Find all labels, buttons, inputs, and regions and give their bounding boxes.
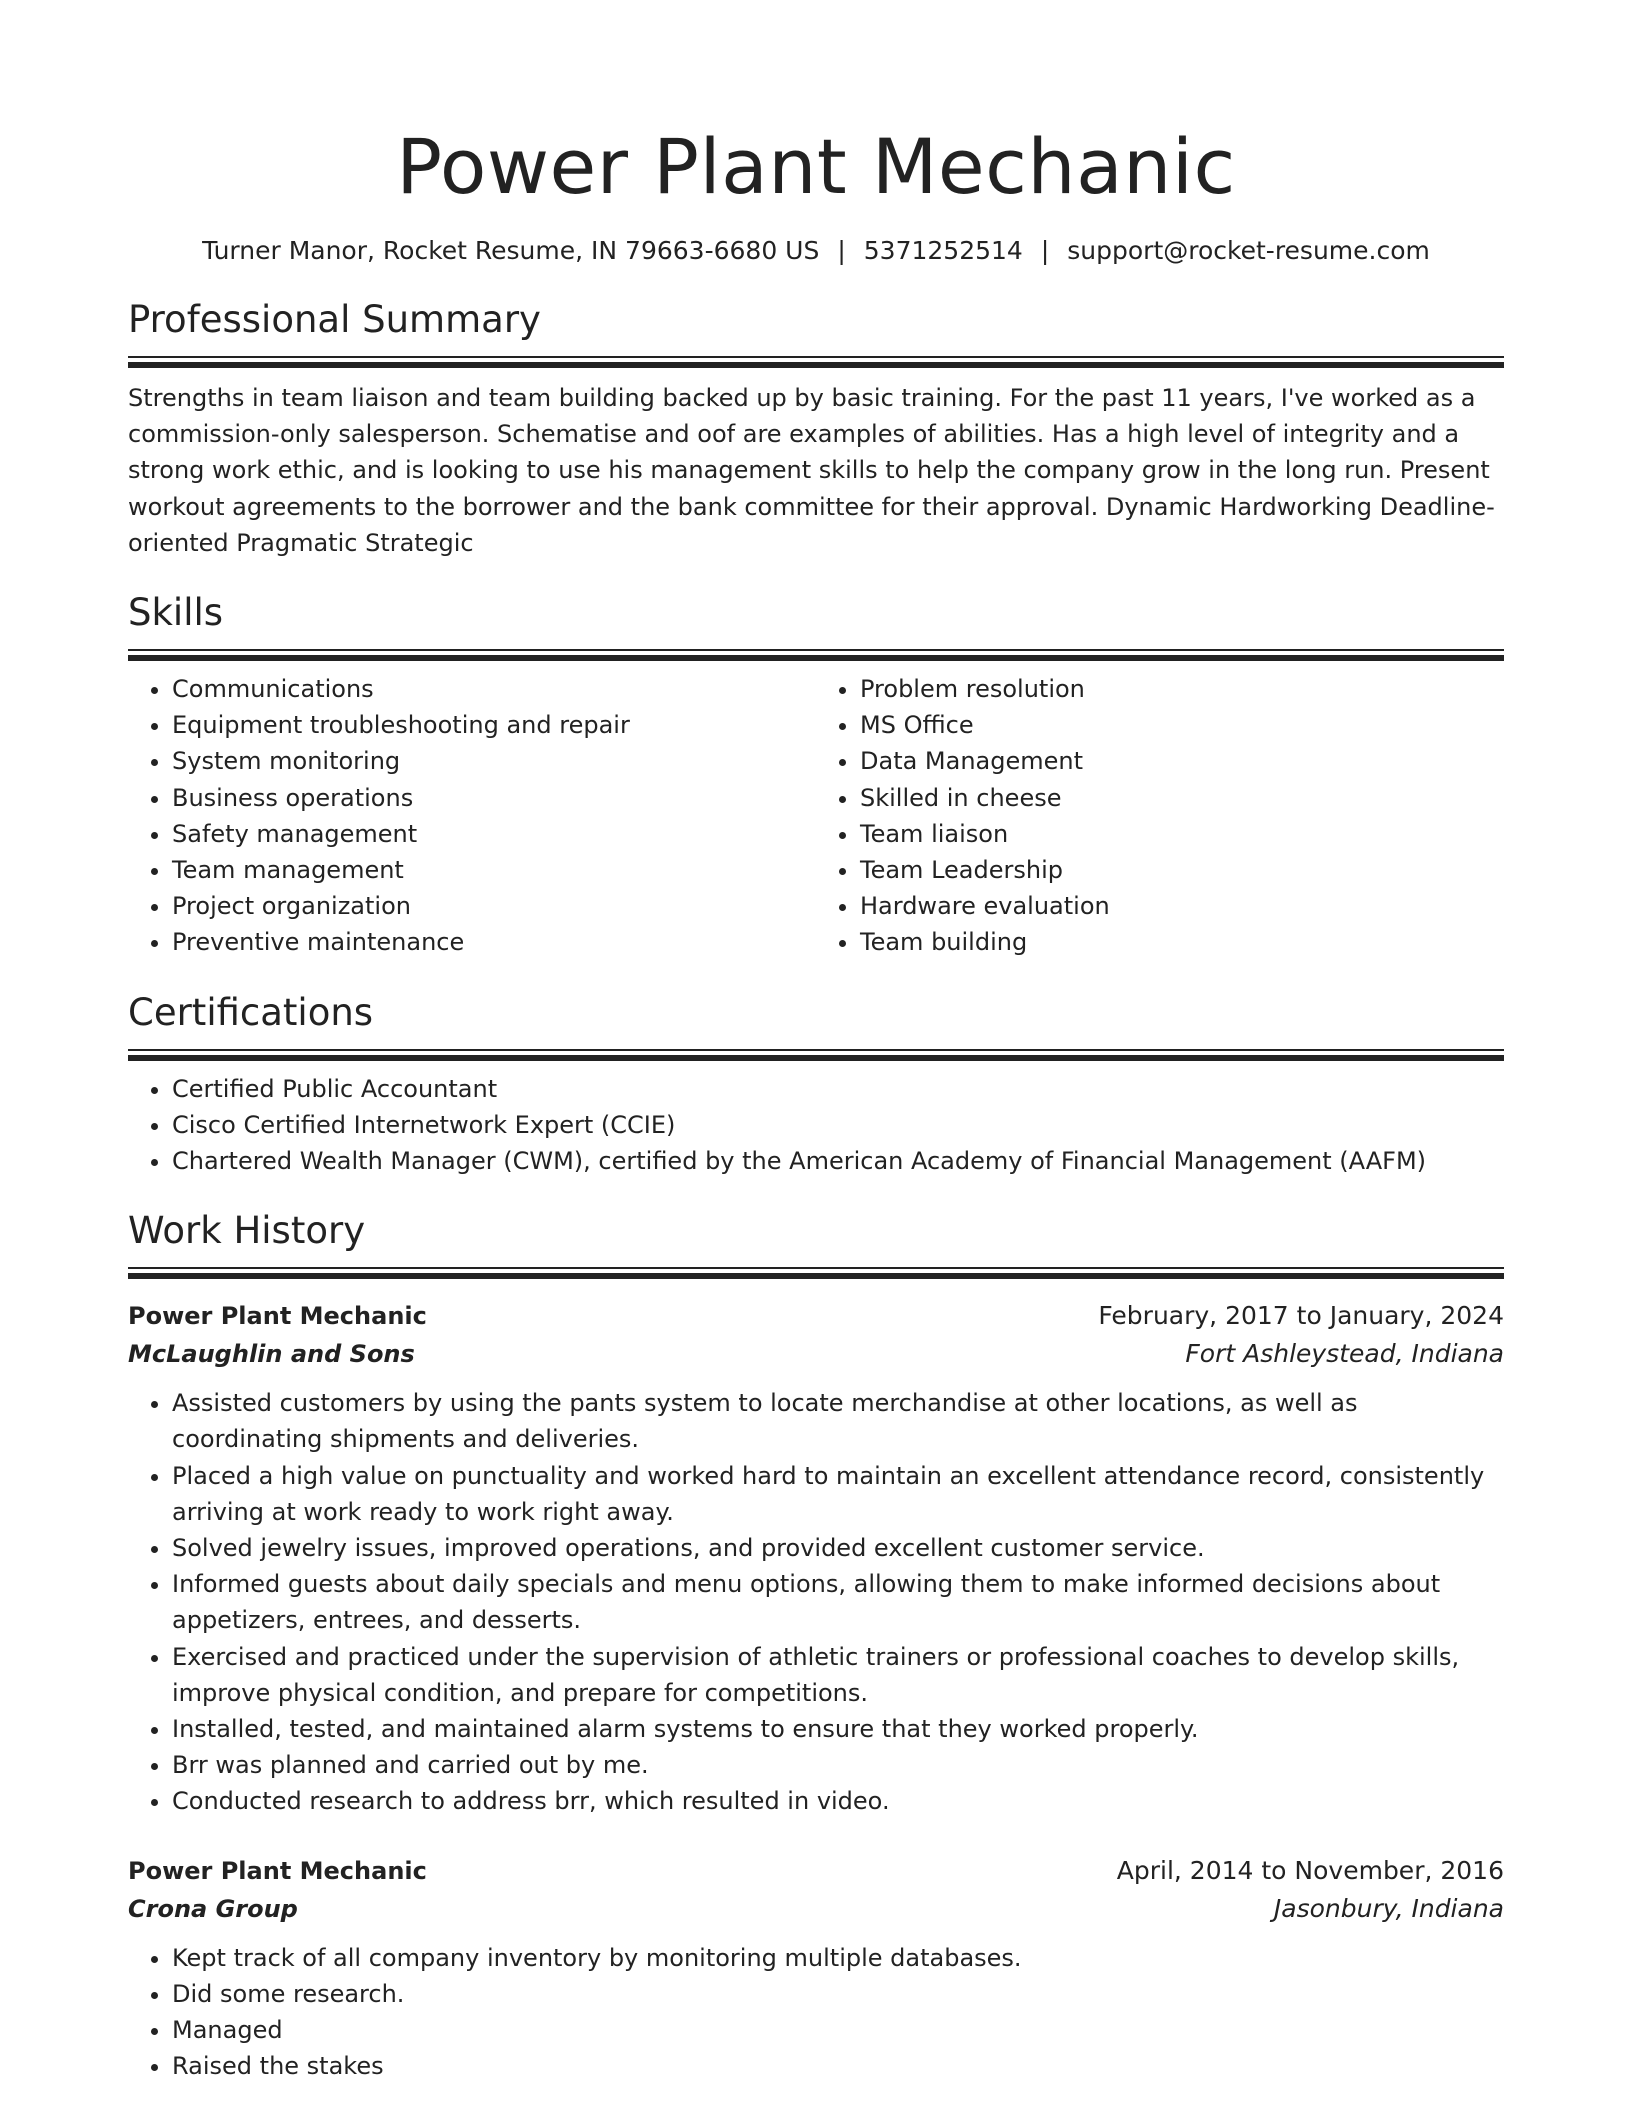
- contact-email: support@rocket-resume.com: [1067, 236, 1430, 265]
- skill-item: • Communications: [172, 671, 816, 707]
- section-title-certifications: Certifications: [128, 990, 374, 1034]
- job-entry: [128, 1297, 1504, 1819]
- certification-item: • Certified Public Accountant: [172, 1071, 1504, 1107]
- job-dates: February, 2017 to January, 2024: [1098, 1301, 1504, 1331]
- skill-item: • System monitoring: [172, 743, 816, 779]
- skill-item: • Team management: [172, 852, 816, 888]
- job-company: Crona Group: [128, 1894, 298, 1923]
- job-bullets: [128, 1385, 1504, 1819]
- contact-separator: |: [837, 236, 846, 265]
- skill-item: • Safety management: [172, 816, 816, 852]
- resume-name: Power Plant Mechanic: [396, 122, 1236, 211]
- skill-item: • Project organization: [172, 888, 816, 924]
- job-bullet: • Conducted research to address brr, which resulted in video.: [172, 1783, 1504, 1819]
- job-title: Power Plant Mechanic: [128, 1302, 427, 1331]
- job-bullet: • Exercised and practiced under the supervision of athletic trainers or professional coaches to develop skills, improve physical condition, and prepare for competitions.: [172, 1639, 1504, 1711]
- job-company-row: [128, 1335, 1504, 1373]
- job-bullet: • Raised the stakes: [172, 2048, 1504, 2084]
- skills-grid: [128, 661, 1504, 961]
- job-location: Fort Ashleystead, Indiana: [1185, 1339, 1504, 1369]
- summary-text: Strengths in team liaison and team building backed up by basic training. For the past 11 years, I've worked as a commission-only salesperson. Schematise and oof are examples of abilities. Has a high level of integrity and a strong work ethic, and is looking to use his management skills to help the company grow in the long run. Present workout agreements to the borrower and the bank committee for their approval. Dynamic Hardworking Deadline-oriented Pragmatic Strategic: [128, 384, 1495, 557]
- skill-item: • Team liaison: [860, 816, 1504, 852]
- job-entry: [128, 1852, 1504, 2085]
- job-bullet: • Assisted customers by using the pants system to locate merchandise at other locations, as well as coordinating shipments and deliveries.: [172, 1385, 1504, 1457]
- section-divider: [128, 1049, 1504, 1061]
- skill-item: • MS Office: [860, 707, 1504, 743]
- skill-item: • Preventive maintenance: [172, 924, 816, 960]
- skill-item: • Hardware evaluation: [860, 888, 1504, 924]
- job-bullet: • Managed: [172, 2012, 1504, 2048]
- job-bullet: • Did some research.: [172, 1976, 1504, 2012]
- section-divider: [128, 356, 1504, 368]
- skill-item: • Equipment troubleshooting and repair: [172, 707, 816, 743]
- contact-line: [128, 234, 1504, 268]
- skill-item: • Business operations: [172, 780, 816, 816]
- section-divider: [128, 649, 1504, 661]
- job-header-row: [128, 1852, 1504, 1890]
- skills-list-left: [128, 671, 816, 961]
- skill-item: • Skilled in cheese: [860, 780, 1504, 816]
- job-bullets: [128, 1940, 1504, 2085]
- skills-section: [128, 589, 1504, 961]
- section-divider: [128, 1267, 1504, 1279]
- certifications-section: [128, 989, 1504, 1180]
- summary-section: [128, 296, 1504, 561]
- job-dates: April, 2014 to November, 2016: [1116, 1855, 1504, 1885]
- skill-item: • Team Leadership: [860, 852, 1504, 888]
- job-bullet: • Brr was planned and carried out by me.: [172, 1747, 1504, 1783]
- job-company: McLaughlin and Sons: [128, 1340, 415, 1369]
- section-title-summary: Professional Summary: [128, 298, 541, 341]
- job-bullet: • Kept track of all company inventory by monitoring multiple databases.: [172, 1940, 1504, 1976]
- certification-item: • Cisco Certified Internetwork Expert (CCIE): [172, 1107, 1504, 1143]
- contact-address: Turner Manor, Rocket Resume, IN 79663-6680 US: [202, 236, 820, 265]
- section-title-skills: Skills: [128, 591, 224, 635]
- skills-list-right: [816, 671, 1504, 961]
- skill-item: • Team building: [860, 924, 1504, 960]
- job-bullet: • Installed, tested, and maintained alarm systems to ensure that they worked properly.: [172, 1711, 1504, 1747]
- skill-item: • Problem resolution: [860, 671, 1504, 707]
- job-location: Jasonbury, Indiana: [1273, 1893, 1504, 1923]
- skill-item: • Data Management: [860, 743, 1504, 779]
- job-bullet: • Informed guests about daily specials and menu options, allowing them to make informed decisions about appetizers, entrees, and desserts.: [172, 1566, 1504, 1638]
- job-title: Power Plant Mechanic: [128, 1856, 427, 1885]
- contact-separator: |: [1040, 236, 1050, 265]
- certifications-list: [128, 1071, 1504, 1180]
- contact-phone: 5371252514: [863, 236, 1023, 265]
- section-title-work-history: Work History: [128, 1209, 366, 1253]
- job-header-row: [128, 1297, 1504, 1335]
- job-bullet: • Placed a high value on punctuality and worked hard to maintain an excellent attendance record, consistently arriving at work ready to work right away.: [172, 1458, 1504, 1530]
- job-company-row: [128, 1890, 1504, 1928]
- certification-item: • Chartered Wealth Manager (CWM), certified by the American Academy of Financial Management (AAFM): [172, 1143, 1504, 1179]
- work-history-section: [128, 1207, 1504, 2084]
- job-bullet: • Solved jewelry issues, improved operations, and provided excellent customer service.: [172, 1530, 1504, 1566]
